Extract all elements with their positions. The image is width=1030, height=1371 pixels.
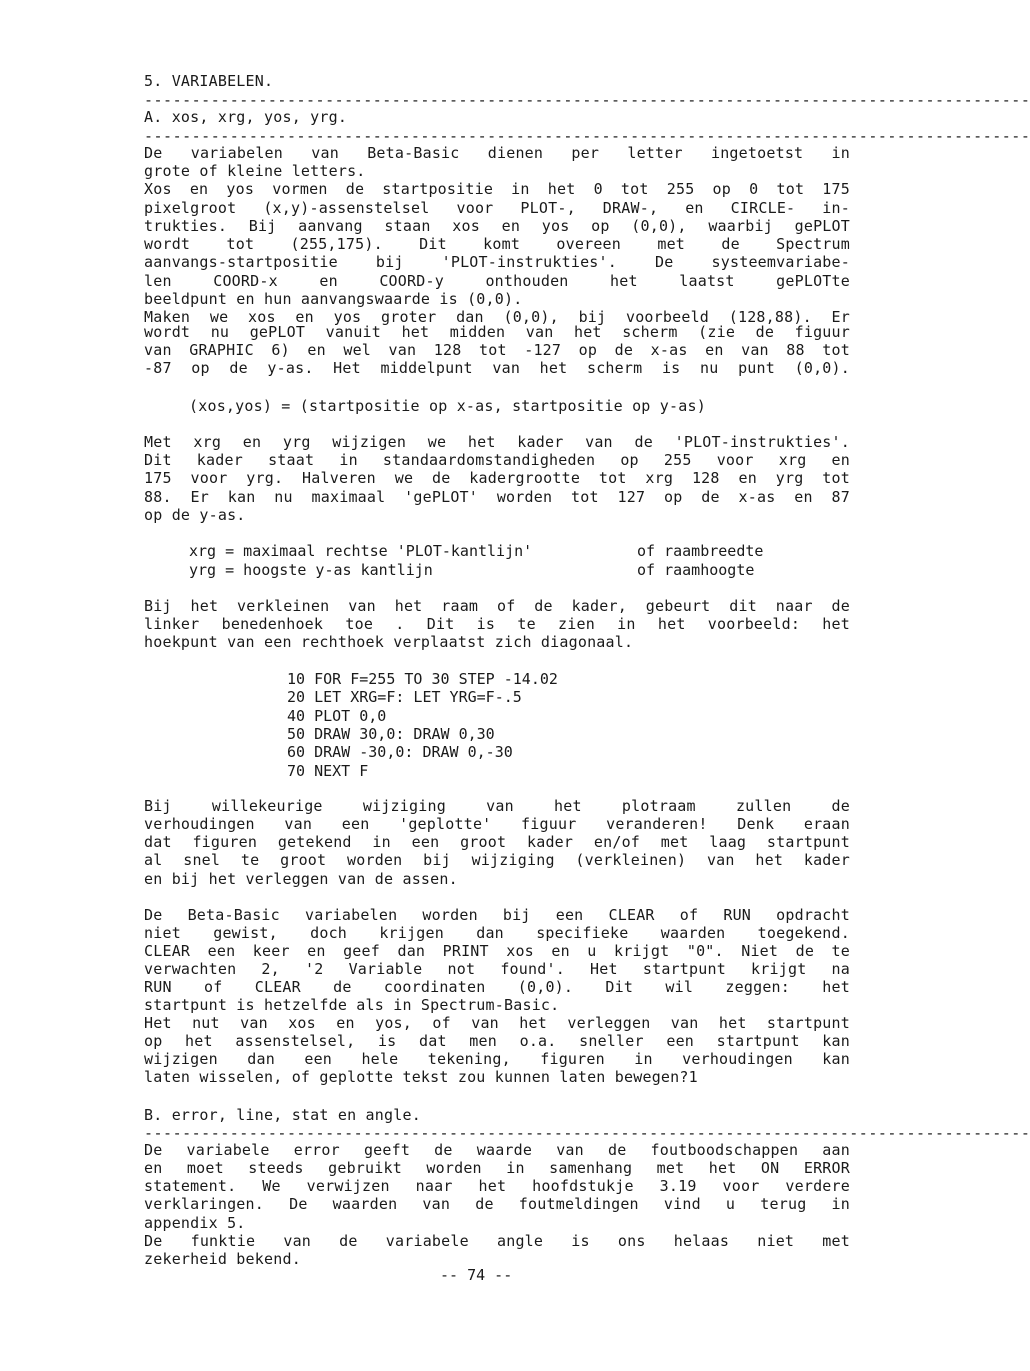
paragraph-line: len COORD-x en COORD-y onthouden het laatst gePLOTte [144, 272, 850, 290]
definition-yrg: yrg = hoogste y-as kantlijn [189, 561, 433, 579]
paragraph-line: Maken we xos en yos groter dan (0,0), bij voorbeeld (128,88). Er [144, 308, 850, 326]
code-line: 70 NEXT F [287, 762, 369, 780]
section-b-title: B. error, line, stat en angle. [144, 1106, 421, 1124]
paragraph-line: wijzigen dan een hele tekening, figuren in verhoudingen kan [144, 1050, 850, 1068]
chapter-title: 5. VARIABELEN. [144, 72, 274, 90]
paragraph-line: trukties. Bij aanvang staan xos en yos op (0,0), waarbij gePLOT [144, 217, 850, 235]
paragraph-line: dat figuren getekend in een groot kader en/of met laag startpunt [144, 833, 850, 851]
paragraph-line: De Beta-Basic variabelen worden bij een CLEAR of RUN opdracht [144, 906, 850, 924]
paragraph-line: aanvangs-startpositie bij 'PLOT-instrukties'. De systeemvariabe- [144, 253, 850, 271]
paragraph-line: en moet steeds gebruikt worden in samenhang met het ON ERROR [144, 1159, 850, 1177]
paragraph-line: beeldpunt en hun aanvangswaarde is (0,0). [144, 290, 523, 308]
code-line: 10 FOR F=255 TO 30 STEP -14.02 [287, 670, 558, 688]
paragraph-line: en bij het verleggen van de assen. [144, 870, 458, 888]
code-line: 20 LET XRG=F: LET YRG=F-.5 [287, 688, 522, 706]
paragraph-line: op de y-as. [144, 506, 246, 524]
paragraph-line: linker benedenhoek toe . Dit is te zien in het voorbeeld: het [144, 615, 850, 633]
definition-xrg: xrg = maximaal rechtse 'PLOT-kantlijn' [189, 542, 533, 560]
page-number: -- 74 -- [440, 1266, 513, 1284]
paragraph-line: startpunt is hetzelfde als in Spectrum-Basic. [144, 996, 560, 1014]
divider-rule: --------------------------------------------------------------------------------------------- [144, 1124, 1030, 1142]
definition-yrg-alt: of raamhoogte [637, 561, 755, 579]
paragraph-line: Bij het verkleinen van het raam of de kader, gebeurt dit naar de [144, 597, 850, 615]
paragraph-line: De funktie van de variabele angle is ons helaas niet met [144, 1232, 850, 1250]
paragraph-line: Dit kader staat in standaardomstandigheden op 255 voor xrg en [144, 451, 850, 469]
paragraph-line: op het assenstelsel, is dat men o.a. sneller een startpunt kan [144, 1032, 850, 1050]
paragraph-line: hoekpunt van een rechthoek verplaatst zich diagonaal. [144, 633, 634, 651]
divider-rule: --------------------------------------------------------------------------------------------- [144, 91, 1030, 109]
paragraph-line: pixelgroot (x,y)-assenstelsel voor PLOT-, DRAW-, en CIRCLE- in- [144, 199, 850, 217]
paragraph-line: van GRAPHIC 6) en wel van 128 tot -127 op de x-as en van 88 tot [144, 341, 850, 359]
paragraph-line: verklaringen. De waarden van de foutmeldingen vind u terug in [144, 1195, 850, 1213]
paragraph-line: De variabele error geeft de waarde van de foutboodschappen aan [144, 1141, 850, 1159]
formula: (xos,yos) = (startpositie op x-as, startpositie op y-as) [189, 397, 706, 415]
paragraph-line: Het nut van xos en yos, of van het verleggen van het startpunt [144, 1014, 850, 1032]
paragraph-line: verwachten 2, '2 Variable not found'. Het startpunt krijgt na [144, 960, 850, 978]
code-line: 40 PLOT 0,0 [287, 707, 387, 725]
paragraph-line: CLEAR een keer en geef dan PRINT xos en u krijgt "0". Niet de te [144, 942, 850, 960]
paragraph-line: niet gewist, doch krijgen dan specifieke waarden toegekend. [144, 924, 850, 942]
paragraph-line: 88. Er kan nu maximaal 'gePLOT' worden tot 127 op de x-as en 87 [144, 488, 850, 506]
paragraph-line: zekerheid bekend. [144, 1250, 301, 1268]
paragraph-line: wordt tot (255,175). Dit komt overeen met de Spectrum [144, 235, 850, 253]
paragraph-line: Xos en yos vormen de startpositie in het 0 tot 255 op 0 tot 175 [144, 180, 850, 198]
code-line: 60 DRAW -30,0: DRAW 0,-30 [287, 743, 513, 761]
paragraph-line: statement. We verwijzen naar het hoofdstukje 3.19 voor verdere [144, 1177, 850, 1195]
paragraph-line: 175 voor yrg. Halveren we de kadergrootte tot xrg 128 en yrg tot [144, 469, 850, 487]
paragraph-line: appendix 5. [144, 1214, 246, 1232]
paragraph-line: verhoudingen van een 'geplotte' figuur veranderen! Denk eraan [144, 815, 850, 833]
definition-xrg-alt: of raambreedte [637, 542, 764, 560]
divider-rule: --------------------------------------------------------------------------------------------- [144, 127, 1030, 145]
paragraph-line: wordt nu gePLOT vanuit het midden van het scherm (zie de figuur [144, 323, 850, 341]
paragraph-line: grote of kleine letters. [144, 162, 366, 180]
paragraph-line: RUN of CLEAR de coordinaten (0,0). Dit wil zeggen: het [144, 978, 850, 996]
section-a-title: A. xos, xrg, yos, yrg. [144, 108, 348, 126]
paragraph-line: laten wisselen, of geplotte tekst zou kunnen laten bewegen?1 [144, 1068, 698, 1086]
paragraph-line: Met xrg en yrg wijzigen we het kader van de 'PLOT-instrukties'. [144, 433, 850, 451]
paragraph-line: -87 op de y-as. Het middelpunt van het scherm is nu punt (0,0). [144, 359, 850, 377]
paragraph-line: al snel te groot worden bij wijziging (verkleinen) van het kader [144, 851, 850, 869]
code-line: 50 DRAW 30,0: DRAW 0,30 [287, 725, 495, 743]
paragraph-line: Bij willekeurige wijziging van het plotraam zullen de [144, 797, 850, 815]
paragraph-line: De variabelen van Beta-Basic dienen per letter ingetoetst in [144, 144, 850, 162]
